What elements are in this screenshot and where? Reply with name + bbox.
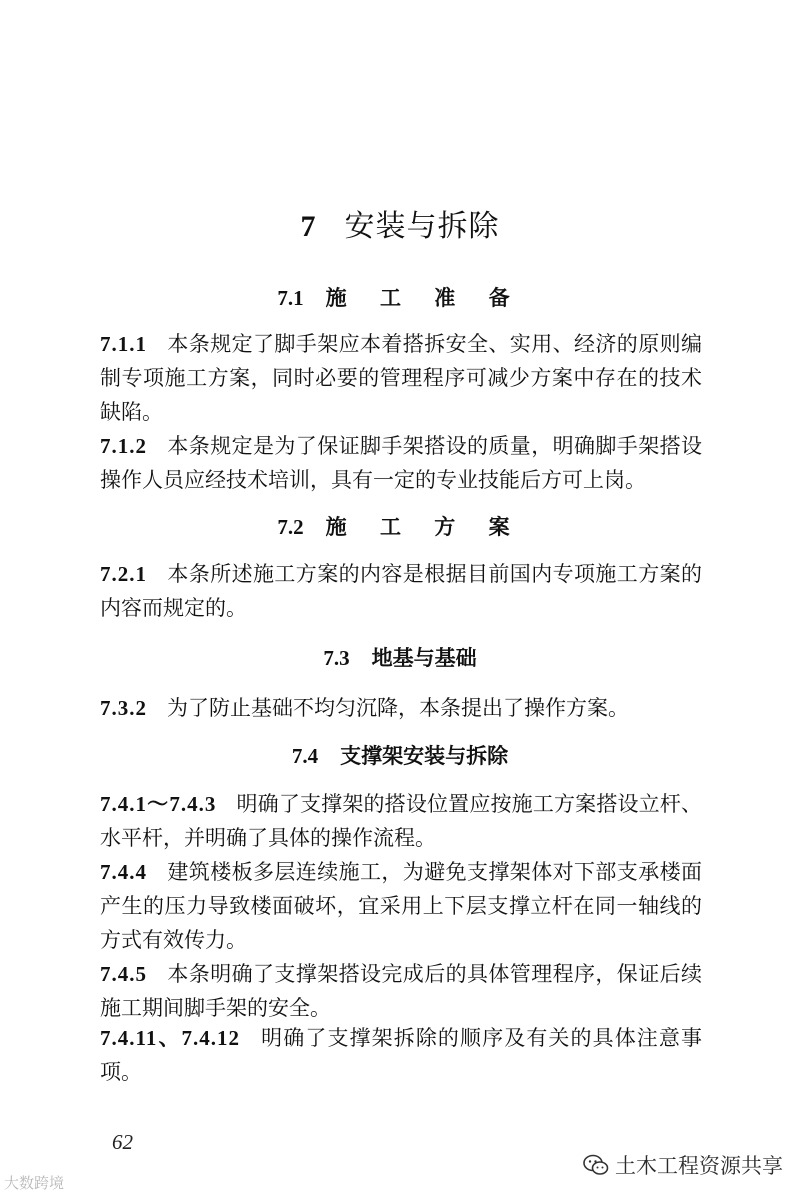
- clause-number: 7.4.4: [100, 860, 147, 884]
- clause-number: 7.4.1～7.4.3: [100, 792, 217, 816]
- clause-text: 建筑楼板多层连续施工，为避免支撑架体对下部支承楼面产生的压力导致楼面破坏，宜采用上下层支撑立杆在同一轴线的方式有效传力。: [100, 860, 702, 952]
- chapter-number: 7: [300, 210, 317, 243]
- clause-7-4-5: [100, 957, 702, 1025]
- section-title: 支撑架安装与拆除: [340, 743, 509, 768]
- clause-number: 7.2.1: [100, 562, 147, 586]
- section-heading-7-3: [0, 643, 800, 673]
- section-title: 施 工 准 备: [325, 285, 523, 310]
- clause-text: 本条规定是为了保证脚手架搭设的质量，明确脚手架搭设操作人员应经技术培训，具有一定的专业技能后方可上岗。: [100, 434, 702, 492]
- section-title: 施 工 方 案: [325, 514, 523, 539]
- clause-7-4-1-to-7-4-3: [100, 787, 702, 855]
- page-number: 62: [112, 1130, 133, 1154]
- clause-text: 明确了支撑架拆除的顺序及有关的具体注意事项。: [100, 1026, 703, 1084]
- watermark-left: 大数跨境: [4, 1174, 65, 1192]
- clause-text: 本条规定了脚手架应本着搭拆安全、实用、经济的原则编制专项施工方案，同时必要的管理程序可减少方案中存在的技术缺陷。: [100, 332, 702, 424]
- clause-number: 7.3.2: [100, 696, 147, 720]
- clause-7-1-1: [100, 327, 702, 429]
- clause-text: 本条所述施工方案的内容是根据目前国内专项施工方案的内容而规定的。: [100, 562, 702, 620]
- clause-text: 明确了支撑架的搭设位置应按施工方案搭设立杆、水平杆，并明确了具体的操作流程。: [100, 792, 703, 850]
- clause-7-3-2: [100, 691, 702, 725]
- section-number: 7.4: [291, 744, 319, 768]
- clause-number: 7.4.5: [100, 962, 147, 986]
- section-heading-7-4: [0, 741, 800, 771]
- clause-number: 7.4.11、7.4.12: [100, 1026, 241, 1050]
- clause-7-1-2: [100, 429, 702, 497]
- section-number: 7.2: [277, 515, 304, 539]
- chapter-title: [0, 207, 800, 247]
- section-number: 7.3: [323, 646, 350, 670]
- clause-text: 本条明确了支撑架搭设完成后的具体管理程序，保证后续施工期间脚手架的安全。: [100, 962, 702, 1020]
- clause-7-2-1: [100, 557, 702, 625]
- watermark-right: [583, 1150, 783, 1180]
- wechat-icon: [583, 1154, 609, 1176]
- chapter-title-text: 安装与拆除: [344, 209, 500, 244]
- clause-number: 7.1.2: [100, 434, 147, 458]
- clause-7-4-11-7-4-12: [100, 1021, 702, 1089]
- clause-number: 7.1.1: [100, 332, 147, 356]
- section-heading-7-1: [0, 283, 800, 313]
- clause-text: 为了防止基础不均匀沉降，本条提出了操作方案。: [167, 696, 629, 720]
- section-title: 地基与基础: [371, 645, 477, 670]
- clause-7-4-4: [100, 855, 702, 957]
- watermark-right-text: 土木工程资源共享: [615, 1154, 783, 1178]
- section-heading-7-2: [0, 512, 800, 542]
- section-number: 7.1: [277, 286, 304, 310]
